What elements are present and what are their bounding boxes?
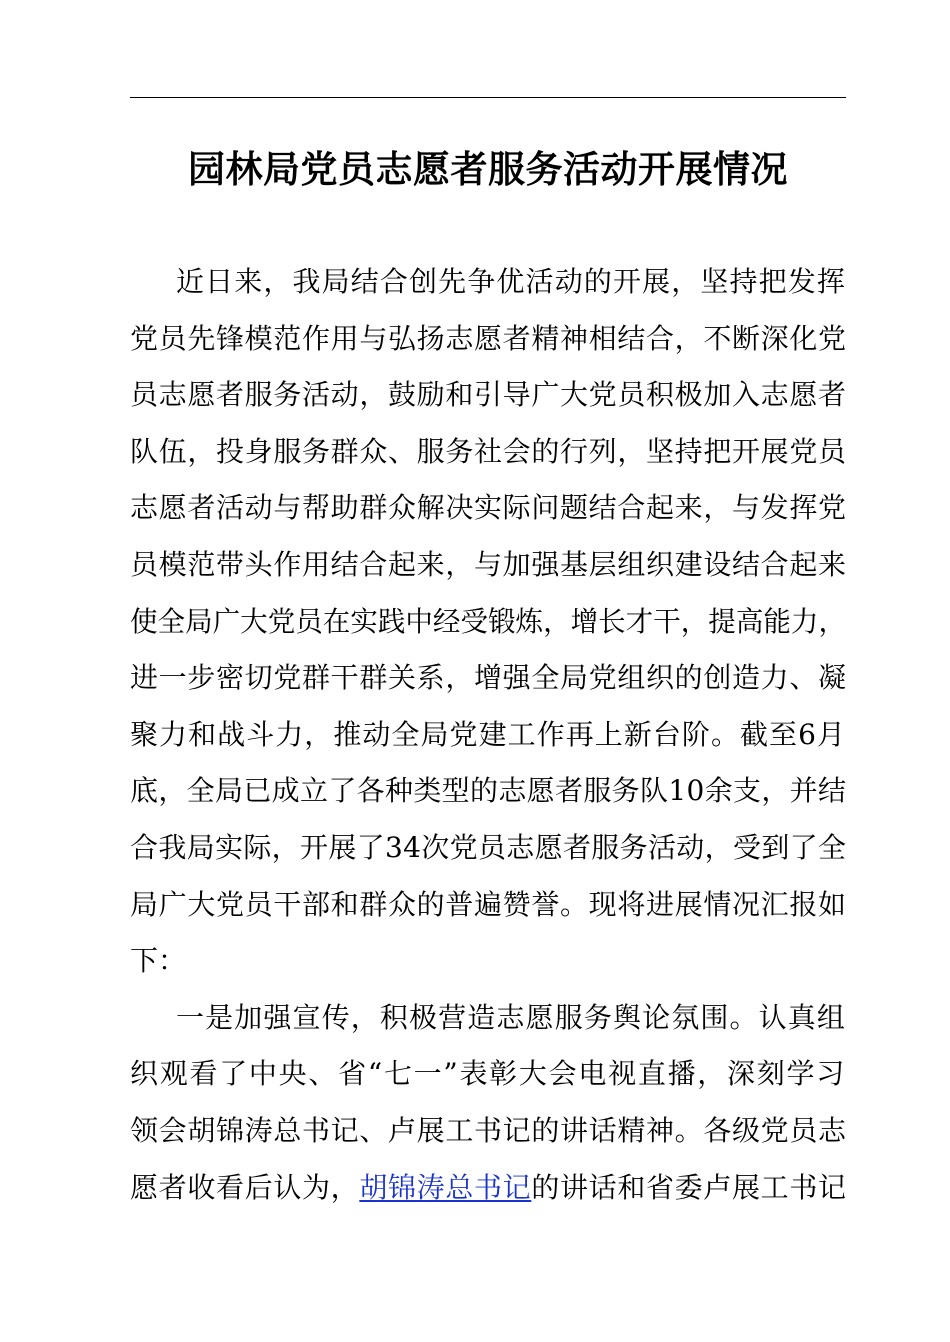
paragraph-line: 员模范带头作用结合起来，与加强基层组织建设结合起来 (130, 547, 847, 581)
paragraph-line (130, 1160, 846, 1217)
paragraph-line: 志愿者活动与帮助群众解决实际问题结合起来，与发挥党 (130, 491, 847, 525)
paragraph-line: 使全局广大党员在实践中经受锻炼，增长才干，提高能力， (130, 604, 847, 638)
line-text-after-link: 的讲话和省委卢展工书记 (531, 1170, 847, 1204)
header-rule (130, 97, 846, 98)
paragraph-line: 领会胡锦涛总书记、卢展工书记的讲话精神。各级党员志 (130, 1113, 847, 1147)
paragraph-line: 下： (130, 944, 187, 978)
paragraph-line: 局广大党员干部和群众的普遍赞誉。现将进展情况汇报如 (130, 887, 847, 921)
document-body (130, 254, 846, 1216)
document-title: 园林局党员志愿者服务活动开展情况 (188, 148, 788, 191)
line-text-before-link: 愿者收看后认为， (130, 1170, 360, 1204)
paragraph-line: 进一步密切党群干群关系，增强全局党组织的创造力、凝 (130, 661, 847, 695)
paragraph-line: 底，全局已成立了各种类型的志愿者服务队10余支，并结 (130, 774, 847, 808)
paragraph-line: 员志愿者服务活动，鼓励和引导广大党员积极加入志愿者 (130, 378, 847, 412)
paragraph-line: 党员先锋模范作用与弘扬志愿者精神相结合，不断深化党 (130, 321, 847, 355)
paragraph-line: 队伍，投身服务群众、服务社会的行列，坚持把开展党员 (130, 434, 847, 468)
paragraph-line: 合我局实际，开展了34次党员志愿者服务活动，受到了全 (130, 830, 847, 864)
paragraph-line: 近日来，我局结合创先争优活动的开展，坚持把发挥 (176, 265, 846, 298)
paragraph-line: 聚力和战斗力，推动全局党建工作再上新台阶。截至6月 (130, 717, 846, 751)
hu-jintao-link[interactable]: 胡锦涛总书记 (359, 1170, 532, 1204)
paragraph-line: 织观看了中央、省“七一”表彰大会电视直播，深刻学习 (130, 1057, 846, 1091)
paragraph-line: 一是加强宣传，积极营造志愿服务舆论氛围。认真组 (176, 1000, 846, 1034)
